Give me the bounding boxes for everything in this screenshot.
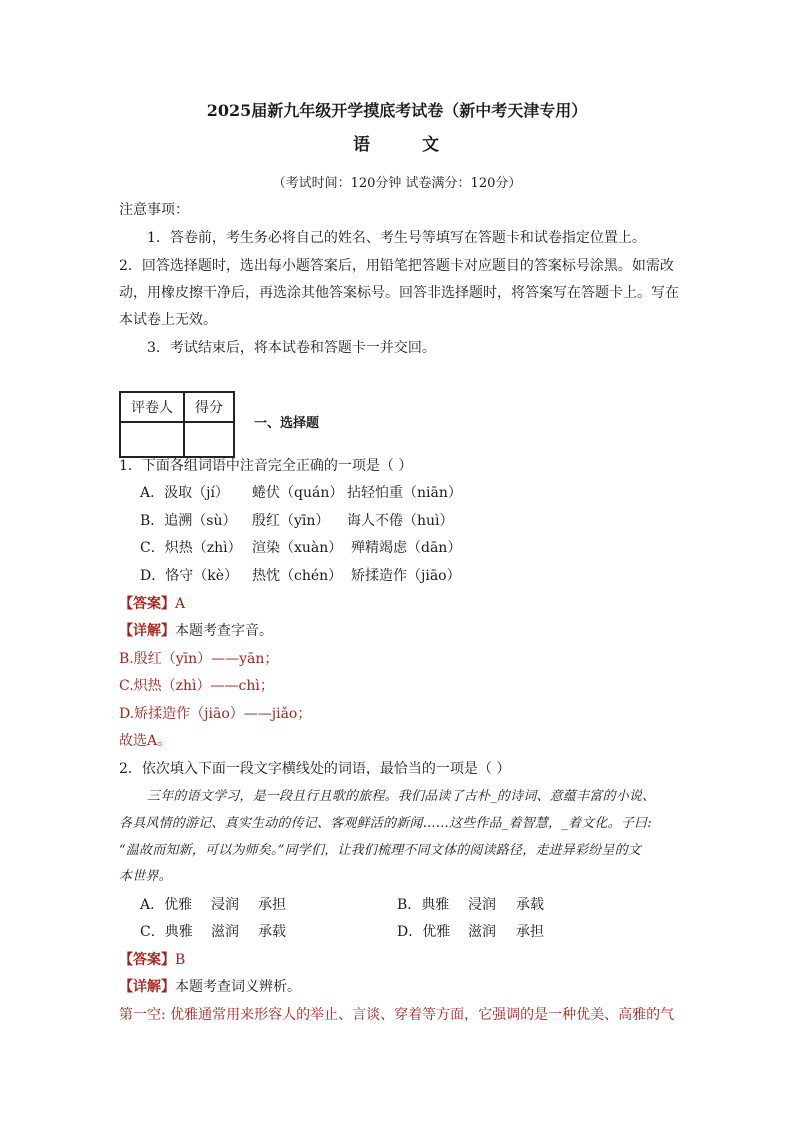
note-2-line-2: 动，用橡皮擦干净后，再选涂其他答案标号。回答非选择题时，将答案写在答题卡上。写在 bbox=[119, 285, 679, 301]
subject-title bbox=[0, 135, 794, 155]
exam-title: 2025届新九年级开学摸底考试卷（新中考天津专用） bbox=[206, 101, 588, 120]
q2-option-c-word-2: 滋润 bbox=[211, 924, 239, 940]
score-table-score-cell bbox=[184, 422, 234, 457]
q2-option-c: C．典雅 bbox=[140, 924, 193, 940]
q1-option-d: D．恪守（kè） bbox=[140, 568, 238, 584]
q2-passage-line-3: “温故而知新，可以为师矣。”同学们，让我们梳理不同文体的阅读路径，走进异彩纷呈的文 bbox=[119, 843, 641, 858]
q1-option-d-word-3: 矫揉造作（jiāo） bbox=[351, 568, 461, 584]
q2-explanation-1: 第一空: 优雅通常用来形容人的举止、言谈、穿着等方面，它强调的是一种优美、高雅的气 bbox=[119, 1007, 675, 1023]
q1-conclusion: 故选A。 bbox=[119, 733, 172, 749]
q1-option-d-word-2: 热忱（chén） bbox=[252, 568, 343, 584]
q1-option-a-word-2: 蜷伏（quán） bbox=[252, 485, 344, 501]
note-3: 3．考试结束后，将本试卷和答题卡一并交回。 bbox=[147, 340, 436, 356]
q2-answer bbox=[119, 950, 185, 970]
q2-option-c-word-3: 承载 bbox=[258, 924, 286, 940]
q2-option-a-word-3: 承担 bbox=[258, 897, 286, 913]
q2-option-b: B．典雅 bbox=[397, 897, 450, 913]
detail-text: 本题考查词义辨析。 bbox=[175, 979, 301, 995]
q2-option-d-word-2: 滋润 bbox=[468, 924, 496, 940]
note-1: 1．答卷前，考生务必将自己的姓名、考生号等填写在答题卡和试卷指定位置上。 bbox=[147, 230, 646, 246]
section-heading: 一、选择题 bbox=[254, 416, 320, 431]
q2-option-d: D．优雅 bbox=[397, 924, 451, 940]
detail-label: 【详解】 bbox=[119, 979, 175, 995]
detail-text: 本题考查字音。 bbox=[175, 623, 273, 639]
q1-option-c: C．炽热（zhì） bbox=[140, 540, 242, 556]
q2-option-a: A．优雅 bbox=[140, 897, 193, 913]
detail-label: 【详解】 bbox=[119, 623, 175, 639]
q2-detail bbox=[119, 977, 301, 997]
q1-option-b-word-2: 殷红（yīn） bbox=[252, 513, 330, 529]
q1-explanation-3: D.矫揉造作（jiāo）——jiǎo； bbox=[119, 706, 312, 722]
score-table-grader-cell bbox=[120, 422, 184, 457]
answer-value: B bbox=[175, 952, 186, 968]
answer-value: A bbox=[175, 596, 186, 612]
note-2-line-3: 本试卷上无效。 bbox=[119, 312, 217, 328]
note-2-line-1: 2．回答选择题时，选出每小题答案后，用铅笔把答题卡对应题目的答案标号涂黑。如需改 bbox=[119, 258, 674, 274]
subject-char-1: 语 bbox=[353, 135, 372, 155]
answer-label: 【答案】 bbox=[119, 952, 175, 968]
exam-info: （考试时间：120分钟 试卷满分：120分） bbox=[272, 176, 522, 191]
q1-option-a: A．汲取（jí） bbox=[140, 485, 229, 501]
q2-passage-line-2: 各具风情的游记、真实生动的传记、客观鲜活的新闻……这些作品_着智慧，_着文化。子曰: bbox=[119, 816, 652, 831]
q2-option-a-word-2: 浸润 bbox=[211, 897, 239, 913]
q2-option-b-word-2: 浸润 bbox=[468, 897, 496, 913]
q2-passage-line-4: 本世界。 bbox=[119, 869, 172, 884]
notes-heading: 注意事项： bbox=[119, 202, 189, 218]
q1-option-b: B．追溯（sù） bbox=[140, 513, 237, 529]
q2-passage-line-1: 三年的语文学习，是一段且行且歌的旅程。我们品读了古朴_的诗词、意蕴丰富的小说、 bbox=[147, 789, 656, 804]
q1-explanation-2: C.炽热（zhì）——chì； bbox=[119, 678, 274, 694]
q1-option-a-word-3: 拈轻怕重（niān） bbox=[347, 485, 462, 501]
score-table-score-header: 得分 bbox=[184, 392, 234, 422]
score-table-grader-header: 评卷人 bbox=[120, 392, 184, 422]
q1-option-b-word-3: 诲人不倦（huì） bbox=[347, 513, 454, 529]
q2-stem: 2．依次填入下面一段文字横线处的词语，最恰当的一项是（ ） bbox=[119, 761, 511, 777]
q1-answer bbox=[119, 594, 185, 614]
subject-char-2: 文 bbox=[422, 135, 441, 155]
q1-option-c-word-3: 殚精竭虑（dān） bbox=[351, 540, 462, 556]
q1-option-c-word-2: 渲染（xuàn） bbox=[252, 540, 343, 556]
q2-option-d-word-3: 承担 bbox=[516, 924, 544, 940]
q1-stem: 1．下面各组词语中注音完全正确的一项是（ ） bbox=[119, 458, 413, 474]
q1-detail bbox=[119, 621, 273, 641]
q2-option-b-word-3: 承载 bbox=[516, 897, 544, 913]
answer-label: 【答案】 bbox=[119, 596, 175, 612]
q1-explanation-1: B.殷红（yīn）——yān； bbox=[119, 651, 279, 667]
score-table bbox=[119, 391, 235, 458]
